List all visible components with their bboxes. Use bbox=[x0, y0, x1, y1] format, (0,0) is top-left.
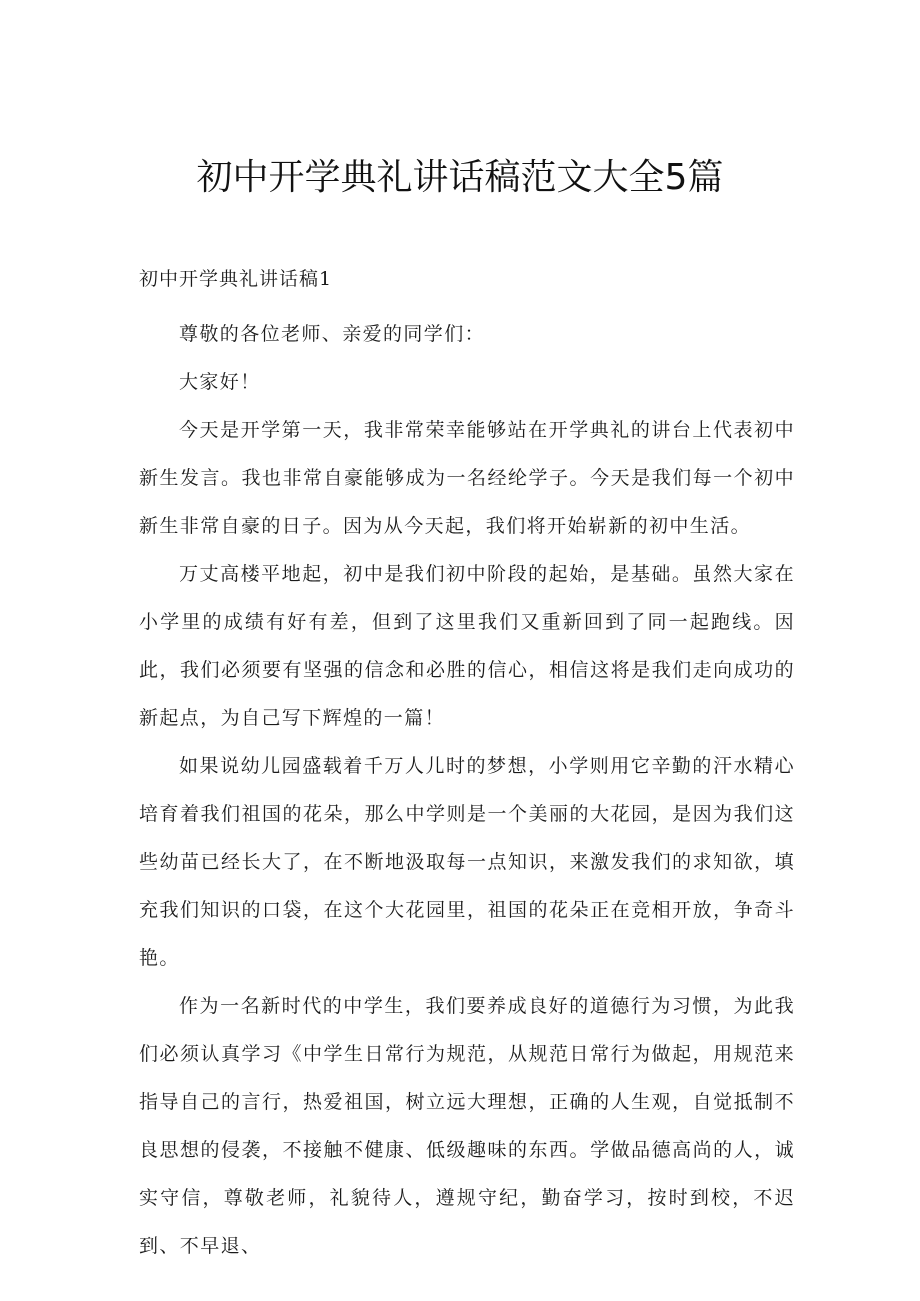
document-title: 初中开学典礼讲话稿范文大全5篇 bbox=[196, 157, 724, 198]
paragraph-greeting: 大家好！ bbox=[179, 371, 261, 393]
document-body bbox=[139, 310, 795, 1270]
paragraph: 如果说幼儿园盛载着千万人儿时的梦想，小学则用它辛勤的汗水精心培育着我们祖国的花朵，那么中学则是一个美丽的大花园，是因为我们这些幼苗已经长大了，在不断地汲取每一点知识，来激发我们的求知欲，填充我们知识的口袋，在这个大花园里，祖国的花朵正在竞相开放，争奇斗艳。 bbox=[139, 755, 795, 969]
paragraph: 作为一名新时代的中学生，我们要养成良好的道德行为习惯，为此我们必须认真学习《中学生日常行为规范，从规范日常行为做起，用规范来指导自己的言行，热爱祖国，树立远大理想，正确的人生观，自觉抵制不良思想的侵袭，不接触不健康、低级趣味的东西。学做品德高尚的人，诚实守信，尊敬老师，礼貌待人，遵规守纪，勤奋学习，按时到校，不迟到、不早退、 bbox=[139, 995, 795, 1257]
paragraph-salutation: 尊敬的各位老师、亲爱的同学们： bbox=[179, 323, 486, 345]
section-heading: 初中开学典礼讲话稿1 bbox=[139, 268, 333, 290]
paragraph: 今天是开学第一天，我非常荣幸能够站在开学典礼的讲台上代表初中新生发言。我也非常自豪能够成为一名经纶学子。今天是我们每一个初中新生非常自豪的日子。因为从今天起，我们将开始崭新的初中生活。 bbox=[139, 419, 795, 537]
paragraph: 万丈高楼平地起，初中是我们初中阶段的起始，是基础。虽然大家在小学里的成绩有好有差，但到了这里我们又重新回到了同一起跑线。因此，我们必须要有坚强的信念和必胜的信心，相信这将是我们走向成功的新起点，为自己写下辉煌的一篇！ bbox=[139, 563, 795, 729]
